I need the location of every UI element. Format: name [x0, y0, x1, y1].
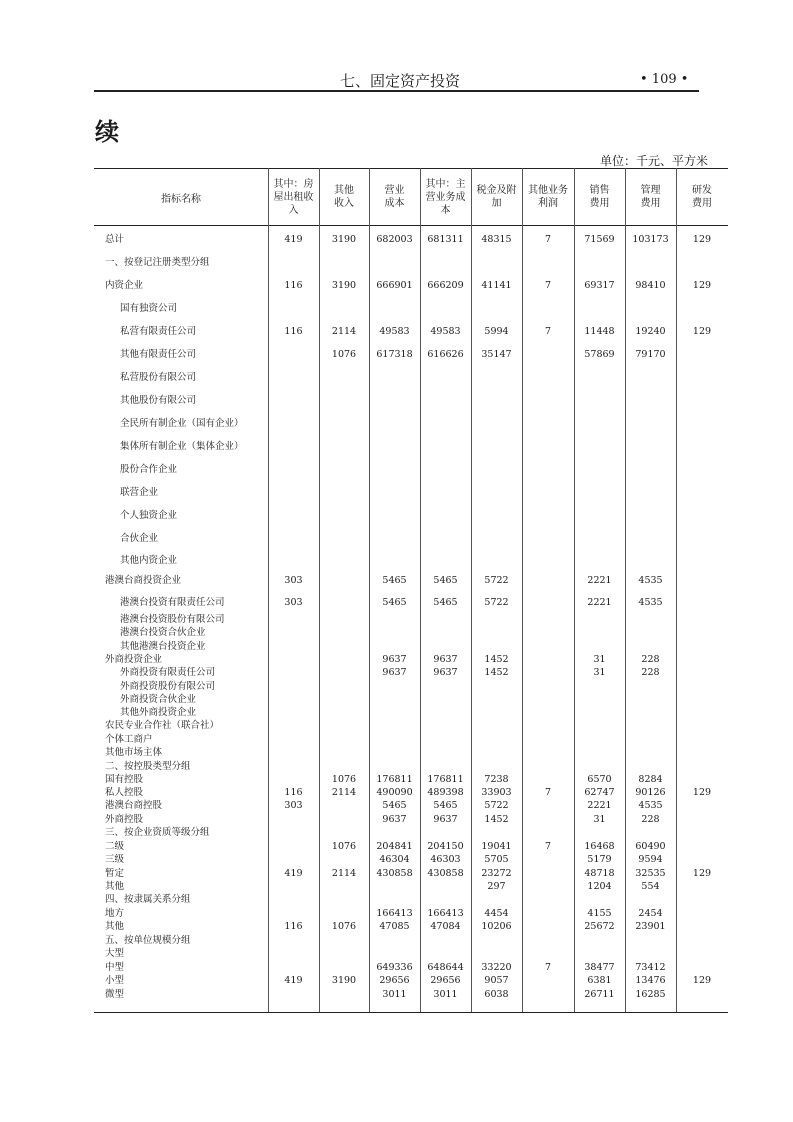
table-cell-tax: 33220 [481, 962, 512, 973]
table-cell-mgmt: 554 [641, 881, 660, 892]
table-cell-mgmt: 228 [641, 667, 660, 678]
row-label: 外商控股 [105, 814, 144, 825]
table-cell-mgmt: 228 [641, 814, 660, 825]
table-cell-op-cost: 682003 [376, 234, 413, 245]
table-top-rule [94, 168, 728, 169]
row-label: 外商投资有限责任公司 [120, 667, 216, 678]
column-header-line: 其他业务 [528, 185, 568, 196]
table-cell-other-income: 3190 [331, 975, 357, 986]
table-cell-main-cost: 616626 [427, 349, 464, 360]
table-cell-main-cost: 5465 [433, 800, 458, 811]
table-cell-other-income: 1076 [331, 349, 357, 360]
table-cell-other-income: 1076 [331, 841, 357, 852]
column-header-line: 其中：房 [273, 179, 314, 190]
table-cell-tax: 48315 [481, 234, 512, 245]
row-label: 股份合作企业 [120, 464, 178, 475]
table-cell-other-income: 3190 [331, 280, 357, 291]
table-cell-sales: 71569 [584, 234, 615, 245]
column-header-line: 其中：主 [425, 179, 466, 190]
table-cell-other-profit: 7 [544, 841, 552, 852]
column-header-tax [471, 184, 522, 210]
column-header-line: 入 [288, 205, 299, 216]
column-divider [420, 168, 421, 1012]
table-cell-mgmt: 23901 [635, 921, 666, 932]
row-label: 三级 [105, 854, 125, 865]
column-header-line: 税金及附 [476, 185, 517, 196]
table-cell-tax: 10206 [481, 921, 512, 932]
table-cell-sales: 31 [593, 654, 606, 665]
column-divider [522, 168, 523, 1012]
table-cell-main-cost: 9637 [433, 814, 458, 825]
column-header-mgmt [625, 184, 676, 210]
table-cell-rental: 419 [284, 868, 303, 879]
table-cell-main-cost: 648644 [427, 962, 464, 973]
column-divider [369, 168, 370, 1012]
table-cell-mgmt: 4535 [638, 800, 663, 811]
table-cell-main-cost: 47084 [430, 921, 461, 932]
table-cell-tax: 5722 [484, 597, 509, 608]
row-label: 港澳台投资有限责任公司 [120, 597, 225, 608]
row-label: 暂定 [105, 868, 125, 879]
row-label: 港澳台商控股 [105, 800, 163, 811]
table-cell-mgmt: 13476 [635, 975, 666, 986]
table-cell-main-cost: 489398 [427, 787, 464, 798]
table-cell-other-income: 2114 [331, 787, 357, 798]
column-header-line: 费用 [692, 198, 712, 209]
table-cell-tax: 297 [487, 881, 506, 892]
table-cell-main-cost: 166413 [427, 908, 464, 919]
column-header-rental [268, 178, 319, 217]
table-cell-mgmt: 19240 [635, 326, 666, 337]
table-cell-main-cost: 46303 [430, 854, 461, 865]
table-cell-tax: 33903 [481, 787, 512, 798]
table-cell-mgmt: 60490 [635, 841, 666, 852]
table-cell-sales: 16468 [584, 841, 615, 852]
table-cell-sales: 26711 [584, 989, 615, 1000]
table-cell-tax: 6038 [484, 989, 509, 1000]
table-cell-tax: 1452 [484, 654, 509, 665]
row-label: 个人独资企业 [120, 510, 178, 521]
table-cell-rd: 129 [692, 868, 712, 879]
column-header-line: 费用 [640, 198, 661, 209]
table-cell-main-cost: 5465 [433, 575, 458, 586]
table-cell-rental: 303 [284, 597, 303, 608]
header-rule [94, 90, 699, 92]
column-header-line: 其他 [334, 185, 354, 196]
table-cell-sales: 62747 [584, 787, 615, 798]
row-label: 外商投资合伙企业 [120, 694, 197, 705]
row-label: 国有独资公司 [120, 303, 178, 314]
table-cell-op-cost: 204841 [376, 841, 413, 852]
table-cell-main-cost: 9637 [433, 667, 458, 678]
column-header-other-income [319, 184, 369, 210]
table-cell-rd: 129 [692, 234, 712, 245]
table-cell-op-cost: 9637 [382, 814, 407, 825]
table-cell-sales: 11448 [584, 326, 615, 337]
row-label: 私人控股 [105, 787, 144, 798]
table-cell-tax: 35147 [481, 349, 512, 360]
table-cell-rental: 303 [284, 800, 303, 811]
table-cell-other-profit: 7 [544, 234, 552, 245]
table-cell-other-income: 2114 [331, 326, 357, 337]
row-label: 其他内资企业 [120, 555, 178, 566]
table-cell-main-cost: 204150 [427, 841, 464, 852]
page-number: • 109 • [640, 72, 689, 87]
table-cell-mgmt: 228 [641, 654, 660, 665]
table-cell-op-cost: 47085 [379, 921, 410, 932]
table-cell-rd: 129 [692, 280, 712, 291]
table-cell-tax: 5722 [484, 575, 509, 586]
row-label: 港澳台投资合伙企业 [120, 627, 206, 638]
table-cell-other-profit: 7 [544, 787, 552, 798]
table-cell-rental: 419 [284, 234, 303, 245]
row-label: 总计 [105, 234, 125, 245]
table-cell-sales: 2221 [587, 575, 612, 586]
table-cell-op-cost: 29656 [379, 975, 410, 986]
chapter-title: 七、固定资产投资 [339, 72, 460, 90]
table-cell-sales: 69317 [584, 280, 615, 291]
table-cell-other-income: 3190 [331, 234, 357, 245]
row-label: 二级 [105, 841, 125, 852]
row-label: 外商投资股份有限公司 [120, 681, 216, 692]
table-cell-main-cost: 430858 [427, 868, 464, 879]
column-header-line: 营业 [384, 185, 405, 196]
table-cell-other-income: 2114 [331, 868, 357, 879]
table-cell-mgmt: 73412 [635, 962, 666, 973]
table-cell-other-income: 1076 [331, 921, 357, 932]
table-cell-op-cost: 9637 [382, 654, 407, 665]
row-label: 微型 [105, 989, 125, 1000]
column-header-line: 营业务成 [425, 192, 466, 203]
row-label: 私营股份有限公司 [120, 372, 197, 383]
table-cell-op-cost: 617318 [376, 349, 413, 360]
column-header-line: 屋出租收 [273, 192, 314, 203]
column-divider [319, 168, 320, 1012]
table-cell-tax: 5994 [484, 326, 509, 337]
table-cell-sales: 2221 [587, 597, 612, 608]
column-header-line: 收入 [334, 198, 354, 209]
row-label: 二、按控股类型分组 [105, 761, 191, 772]
table-cell-other-profit: 7 [544, 962, 552, 973]
table-cell-tax: 1452 [484, 667, 509, 678]
table-cell-sales: 31 [593, 667, 606, 678]
table-cell-op-cost: 5465 [382, 800, 407, 811]
table-cell-rental: 303 [284, 575, 303, 586]
row-label: 其他有限责任公司 [120, 349, 197, 360]
table-cell-mgmt: 2454 [638, 908, 663, 919]
column-header-op-cost [369, 184, 420, 210]
row-label: 外商投资企业 [105, 654, 163, 665]
row-label: 其他市场主体 [105, 747, 163, 758]
row-label: 其他外商投资企业 [120, 707, 197, 718]
table-cell-op-cost: 166413 [376, 908, 413, 919]
table-cell-tax: 41141 [481, 280, 512, 291]
row-label: 港澳台投资股份有限公司 [120, 614, 225, 625]
row-label: 港澳台商投资企业 [105, 575, 182, 586]
column-header-sales [574, 184, 625, 210]
column-header-line: 加 [491, 198, 502, 209]
column-header-line: 利润 [538, 198, 558, 209]
column-header-line: 研发 [692, 185, 712, 196]
row-label: 集体所有制企业（集体企业） [120, 441, 244, 452]
row-label: 其他 [105, 921, 125, 932]
table-cell-tax: 4454 [484, 908, 509, 919]
table-cell-other-profit: 7 [544, 280, 552, 291]
row-label: 内资企业 [105, 280, 144, 291]
table-cell-rental: 419 [284, 975, 303, 986]
table-cell-rd: 129 [692, 975, 712, 986]
table-cell-mgmt: 79170 [635, 349, 666, 360]
column-header-name: 指标名称 [161, 194, 201, 205]
table-cell-tax: 9057 [484, 975, 509, 986]
column-divider [676, 168, 677, 1012]
table-cell-op-cost: 430858 [376, 868, 413, 879]
table-cell-sales: 1204 [587, 881, 612, 892]
row-label: 四、按隶属关系分组 [105, 894, 191, 905]
row-label: 其他股份有限公司 [120, 395, 197, 406]
table-cell-op-cost: 5465 [382, 575, 407, 586]
table-cell-tax: 23272 [481, 868, 512, 879]
table-cell-tax: 5705 [484, 854, 509, 865]
column-header-main-cost [420, 178, 471, 217]
table-cell-sales: 57869 [584, 349, 615, 360]
row-label: 农民专业合作社（联合社） [105, 720, 220, 731]
table-cell-mgmt: 8284 [638, 774, 663, 785]
table-cell-op-cost: 5465 [382, 597, 407, 608]
table-cell-op-cost: 649336 [376, 962, 413, 973]
row-label: 其他 [105, 881, 125, 892]
row-label: 全民所有制企业（国有企业） [120, 418, 244, 429]
table-cell-sales: 38477 [584, 962, 615, 973]
row-label: 中型 [105, 962, 125, 973]
table-cell-tax: 7238 [484, 774, 509, 785]
table-cell-main-cost: 9637 [433, 654, 458, 665]
table-cell-op-cost: 49583 [379, 326, 410, 337]
table-cell-main-cost: 681311 [427, 234, 464, 245]
row-label: 一、按登记注册类型分组 [105, 257, 210, 268]
column-header-line: 管理 [640, 185, 661, 196]
row-label: 小型 [105, 975, 125, 986]
continued-label: 续 [95, 117, 119, 146]
unit-label: 单位：千元、平方米 [600, 154, 709, 168]
table-cell-mgmt: 16285 [635, 989, 666, 1000]
table-cell-rental: 116 [284, 280, 303, 291]
table-cell-op-cost: 3011 [382, 989, 407, 1000]
table-cell-rd: 129 [692, 787, 712, 798]
column-header-line: 销售 [589, 185, 610, 196]
table-cell-mgmt: 103173 [632, 234, 669, 245]
table-cell-mgmt: 90126 [635, 787, 666, 798]
table-cell-mgmt: 4535 [638, 597, 663, 608]
table-cell-rental: 116 [284, 787, 303, 798]
table-cell-sales: 2221 [587, 800, 612, 811]
row-label: 联营企业 [120, 487, 159, 498]
table-cell-main-cost: 29656 [430, 975, 461, 986]
table-cell-rd: 129 [692, 326, 712, 337]
column-header-line: 本 [440, 205, 451, 216]
column-header-line: 费用 [589, 198, 610, 209]
table-cell-mgmt: 9594 [638, 854, 663, 865]
table-cell-sales: 48718 [584, 868, 615, 879]
table-cell-op-cost: 46304 [379, 854, 410, 865]
table-cell-sales: 5179 [587, 854, 612, 865]
table-cell-main-cost: 5465 [433, 597, 458, 608]
row-label: 个体工商户 [105, 734, 153, 745]
table-cell-tax: 19041 [481, 841, 512, 852]
row-label: 国有控股 [105, 774, 144, 785]
column-divider [268, 168, 269, 1012]
table-bottom-rule [94, 1012, 728, 1013]
table-header-rule [94, 225, 728, 226]
table-cell-sales: 25672 [584, 921, 615, 932]
table-cell-sales: 31 [593, 814, 606, 825]
column-header-rd [676, 184, 728, 210]
table-cell-main-cost: 176811 [427, 774, 464, 785]
row-label: 其他港澳台投资企业 [120, 641, 206, 652]
table-cell-main-cost: 666209 [427, 280, 464, 291]
table-cell-tax: 1452 [484, 814, 509, 825]
table-cell-main-cost: 3011 [433, 989, 458, 1000]
row-label: 私营有限责任公司 [120, 326, 197, 337]
row-label: 三、按企业资质等级分组 [105, 827, 210, 838]
table-cell-op-cost: 176811 [376, 774, 413, 785]
table-cell-other-income: 1076 [331, 774, 357, 785]
row-label: 地方 [105, 908, 125, 919]
table-cell-op-cost: 490090 [376, 787, 413, 798]
table-cell-tax: 5722 [484, 800, 509, 811]
table-cell-sales: 6570 [587, 774, 612, 785]
table-cell-op-cost: 666901 [376, 280, 413, 291]
row-label: 合伙企业 [120, 533, 159, 544]
column-header-other-profit [522, 184, 574, 210]
table-cell-other-profit: 7 [544, 326, 552, 337]
column-header-line: 成本 [384, 198, 405, 209]
table-cell-sales: 4155 [587, 908, 612, 919]
row-label: 五、按单位规模分组 [105, 935, 191, 946]
table-cell-sales: 6381 [587, 975, 612, 986]
table-cell-op-cost: 9637 [382, 667, 407, 678]
row-label: 大型 [105, 948, 125, 959]
table-cell-main-cost: 49583 [430, 326, 461, 337]
table-cell-mgmt: 32535 [635, 868, 666, 879]
table-cell-mgmt: 4535 [638, 575, 663, 586]
table-cell-rental: 116 [284, 921, 303, 932]
table-cell-rental: 116 [284, 326, 303, 337]
table-cell-mgmt: 98410 [635, 280, 666, 291]
